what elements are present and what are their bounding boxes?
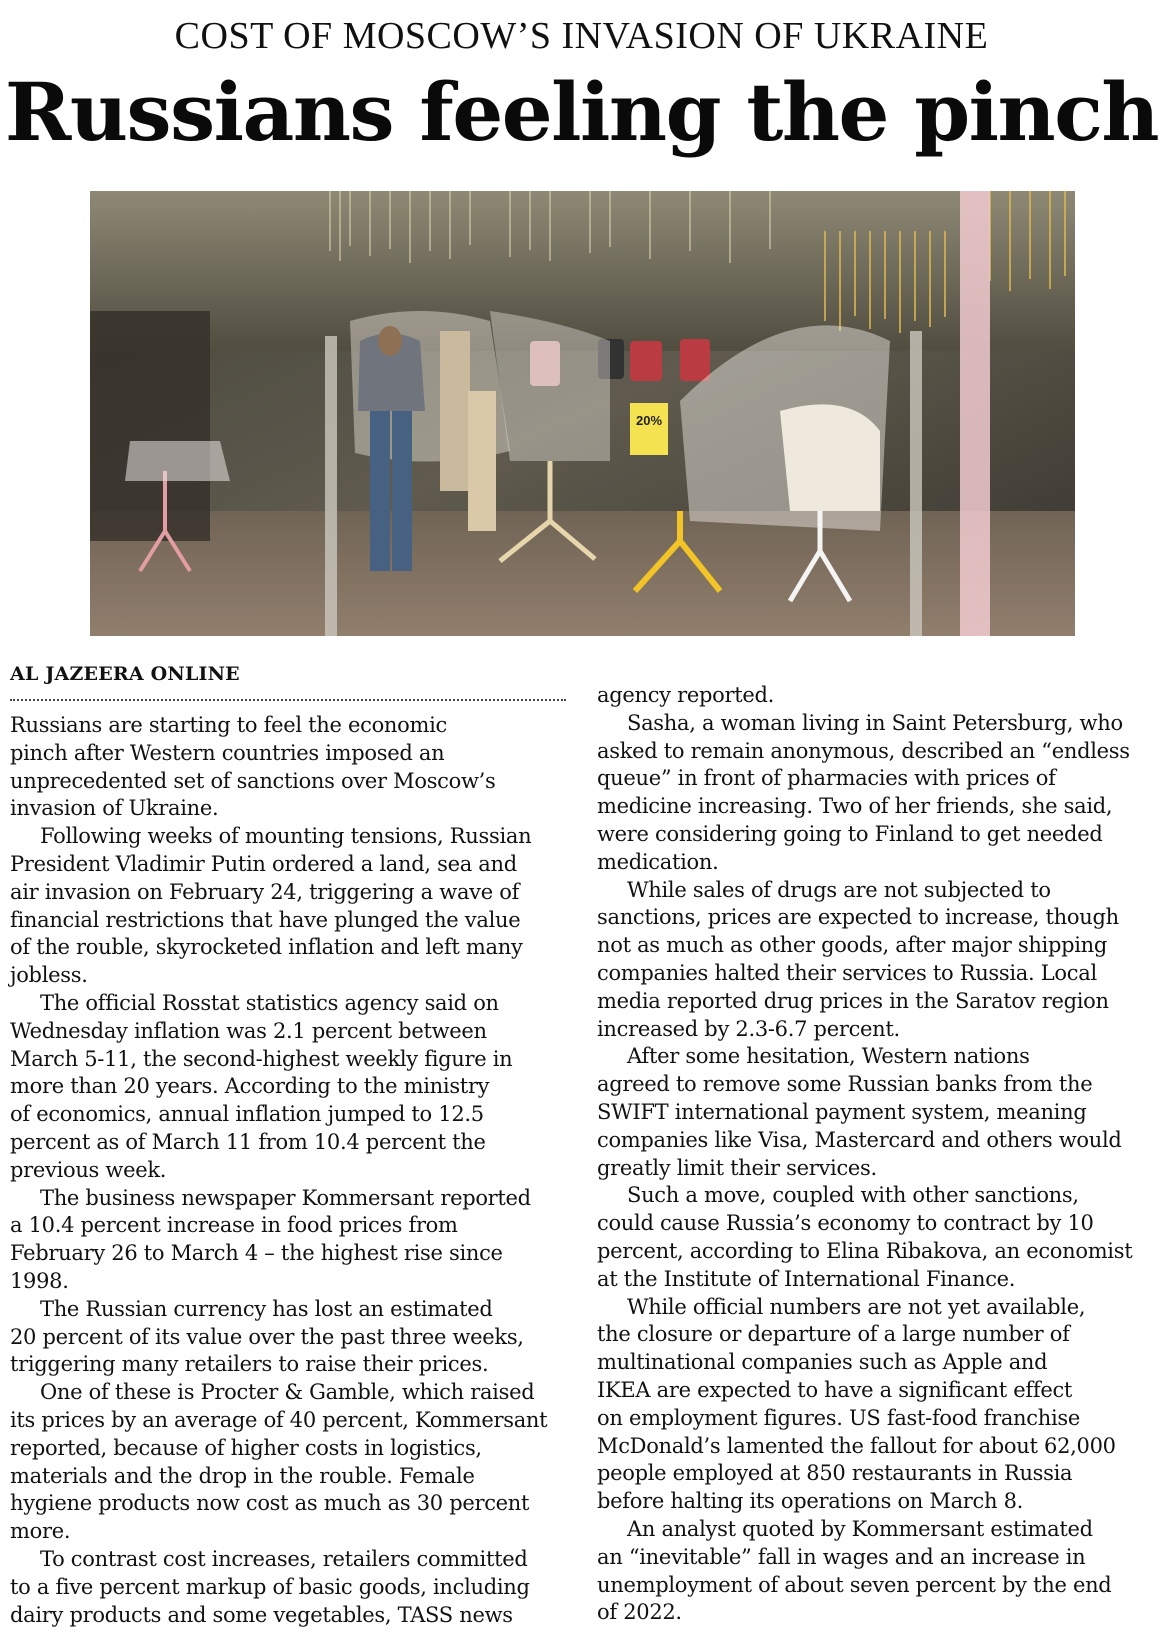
text-line: Following weeks of mounting tensions, Russian (40, 824, 532, 849)
text-line: One of these is Procter & Gamble, which raised (40, 1380, 535, 1405)
text-line: its prices by an average of 40 percent, Kommersant (10, 1407, 548, 1432)
text-line: on employment figures. US fast-food franchise (597, 1405, 1080, 1430)
text-line: media reported drug prices in the Saratov region (597, 988, 1109, 1013)
text-line: medication. (597, 849, 719, 874)
text-line: air invasion on February 24, triggering a wave of (10, 879, 520, 904)
byline: AL JAZEERA ONLINE (10, 663, 240, 685)
text-line: The Russian currency has lost an estimated (40, 1296, 493, 1321)
text-line: IKEA are expected to have a significant effect (597, 1377, 1073, 1402)
text-line: unprecedented set of sanctions over Moscow’s (10, 768, 496, 793)
text-line: The business newspaper Kommersant reported (40, 1185, 531, 1210)
text-line: Wednesday inflation was 2.1 percent between (10, 1018, 487, 1043)
article-column-1 (10, 712, 547, 1629)
text-line: Such a move, coupled with other sanctions, (627, 1183, 1079, 1208)
text-line: more than 20 years. According to the ministry (10, 1074, 490, 1099)
text-line: at the Institute of International Finance. (597, 1266, 1016, 1291)
text-line: hygiene products now cost as much as 30 percent (10, 1491, 530, 1516)
text-line: previous week. (10, 1157, 167, 1182)
text-line: before halting its operations on March 8. (597, 1489, 1024, 1514)
sale-sign-text: 20% (635, 413, 663, 428)
text-line: an “inevitable” fall in wages and an increase in (597, 1544, 1086, 1569)
text-line: jobless. (10, 963, 88, 988)
text-line: percent as of March 11 from 10.4 percent the (10, 1129, 486, 1154)
text-line: queue” in front of pharmacies with prices of (597, 766, 1056, 791)
text-line: Sasha, a woman living in Saint Petersburg, who (627, 710, 1123, 735)
text-line: increased by 2.3-6.7 percent. (597, 1016, 900, 1041)
text-line: SWIFT international payment system, meaning (597, 1099, 1087, 1124)
text-line: of 2022. (597, 1600, 682, 1625)
text-line: dairy products and some vegetables, TASS news (10, 1602, 513, 1627)
text-line: materials and the drop in the rouble. Female (10, 1463, 475, 1488)
text-line: triggering many retailers to raise their prices. (10, 1352, 489, 1377)
text-line: The official Rosstat statistics agency said on (40, 990, 499, 1015)
text-line: not as much as other goods, after major shipping (597, 933, 1108, 958)
text-line: President Vladimir Putin ordered a land, sea and (10, 851, 517, 876)
text-line: a 10.4 percent increase in food prices from (10, 1213, 458, 1238)
text-line: companies like Visa, Mastercard and others would (597, 1127, 1122, 1152)
headline: Russians feeling the pinch (4, 65, 1159, 159)
text-line: While sales of drugs are not subjected to (627, 877, 1051, 902)
text-line: 1998. (10, 1268, 69, 1293)
text-line: Russians are starting to feel the economic (10, 713, 447, 737)
text-line: After some hesitation, Western nations (627, 1044, 1030, 1069)
store-window-photo (90, 191, 1075, 636)
text-line: reported, because of higher costs in logistics, (10, 1435, 482, 1460)
text-line: companies halted their services to Russia. Local (597, 960, 1097, 985)
text-line: more. (10, 1519, 71, 1544)
text-line: February 26 to March 4 – the highest rise since (10, 1241, 503, 1266)
text-line: agency reported. (597, 683, 774, 707)
text-line: While official numbers are not yet available, (627, 1294, 1086, 1319)
text-line: of the rouble, skyrocketed inflation and left many (10, 935, 523, 960)
text-line: financial restrictions that have plunged the value (10, 907, 521, 932)
text-line: March 5-11, the second-highest weekly figure in (10, 1046, 513, 1071)
text-line: invasion of Ukraine. (10, 796, 219, 821)
section-kicker: COST OF MOSCOW’S INVASION OF UKRAINE (174, 15, 989, 57)
text-line: asked to remain anonymous, described an “endless (597, 738, 1130, 763)
text-line: greatly limit their services. (597, 1155, 877, 1180)
text-line: medicine increasing. Two of her friends, she said, (597, 794, 1113, 819)
text-line: were considering going to Finland to get needed (597, 821, 1103, 846)
text-line: pinch after Western countries imposed an (10, 740, 445, 765)
byline-divider (10, 699, 566, 701)
text-line: the closure or departure of a large number of (597, 1322, 1070, 1347)
text-line: could cause Russia’s economy to contract by 10 (597, 1211, 1094, 1236)
text-line: sanctions, prices are expected to increase, though (597, 905, 1119, 930)
text-line: unemployment of about seven percent by the end (597, 1572, 1112, 1597)
text-line: people employed at 850 restaurants in Russia (597, 1461, 1073, 1486)
text-line: An analyst quoted by Kommersant estimated (627, 1516, 1093, 1541)
article-column-2 (597, 682, 1132, 1627)
text-line: to a five percent markup of basic goods, including (10, 1574, 530, 1599)
text-line: multinational companies such as Apple and (597, 1350, 1048, 1375)
text-line: To contrast cost increases, retailers committed (40, 1546, 528, 1571)
text-line: percent, according to Elina Ribakova, an economist (597, 1238, 1133, 1263)
text-line: agreed to remove some Russian banks from the (597, 1072, 1093, 1097)
text-line: McDonald’s lamented the fallout for about 62,000 (597, 1433, 1116, 1458)
text-line: of economics, annual inflation jumped to 12.5 (10, 1102, 484, 1127)
text-line: 20 percent of its value over the past three weeks, (10, 1324, 524, 1349)
